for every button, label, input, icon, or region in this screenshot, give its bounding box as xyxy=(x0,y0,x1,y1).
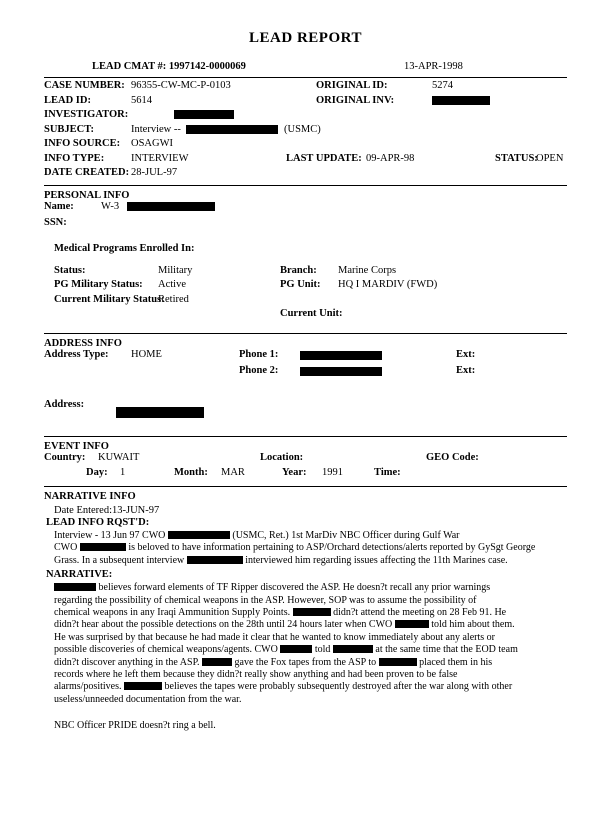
narrative-line-6 xyxy=(54,644,567,656)
lead-info-line-2b: is beloved to have information pertaining to ASP/Orchard detections/alerts reported by GySgt George xyxy=(128,542,536,554)
narrative-line-1 xyxy=(54,582,567,594)
personal-status-label: Status: xyxy=(54,264,86,276)
pg-unit-value: HQ I MARDIV (FWD) xyxy=(338,279,438,290)
report-date: 13-APR-1998 xyxy=(404,61,463,72)
narrative-line-1-text: believes forward elements of TF Ripper discovered the ASP. He doesn?t recall any prior warnings xyxy=(98,582,491,594)
lead-info-line-2 xyxy=(54,542,567,554)
case-info-section xyxy=(44,80,567,186)
pg-military-status-row xyxy=(44,279,567,294)
lead-cmat-label: LEAD CMAT #: 1997142-0000069 xyxy=(92,61,246,72)
month-label: Month: xyxy=(174,467,208,478)
status-label: STATUS: xyxy=(495,152,538,164)
narrative-closing-line: NBC Officer PRIDE doesn?t ring a bell. xyxy=(54,720,216,732)
subject-value-post: (USMC) xyxy=(284,123,321,135)
pg-military-status-label: PG Military Status: xyxy=(54,279,143,290)
phone2-label: Phone 2: xyxy=(239,365,279,376)
redaction-original-inv xyxy=(432,96,490,105)
time-label: Time: xyxy=(374,467,401,478)
lead-info-text xyxy=(54,530,567,567)
redaction-phone1 xyxy=(300,351,382,360)
redaction-n7a xyxy=(202,658,232,666)
narrative-line-7-c: placed them in his xyxy=(419,656,493,668)
phone1-label: Phone 1: xyxy=(239,349,279,360)
last-update-value: 09-APR-98 xyxy=(366,152,415,164)
event-info-section xyxy=(44,439,567,487)
narrative-info-heading: NARRATIVE INFO xyxy=(44,491,136,502)
redaction-n1 xyxy=(54,583,96,591)
date-created-value: 28-JUL-97 xyxy=(131,167,178,178)
year-label: Year: xyxy=(282,467,307,478)
info-type-row xyxy=(44,153,567,168)
case-number-value: 96355-CW-MC-P-0103 xyxy=(131,80,231,91)
info-type-label: INFO TYPE: xyxy=(44,152,105,164)
narrative-line-7 xyxy=(54,657,567,669)
lead-info-line-3a: Grass. In a subsequent interview xyxy=(54,554,185,566)
original-inv-label: ORIGINAL INV: xyxy=(316,94,395,106)
divider-address xyxy=(44,333,567,334)
ssn-label: SSN: xyxy=(44,216,67,228)
narrative-line-9 xyxy=(54,681,567,693)
current-military-status-row xyxy=(44,294,567,309)
info-type-value: INTERVIEW xyxy=(131,152,189,164)
redaction-n6a xyxy=(280,645,312,653)
redaction-lead-2 xyxy=(80,543,126,551)
phone2-row xyxy=(44,365,567,399)
personal-info-heading: PERSONAL INFO xyxy=(44,189,130,201)
lead-id-label: LEAD ID: xyxy=(44,94,91,106)
redaction-investigator xyxy=(174,110,234,119)
lead-id-row xyxy=(44,95,567,110)
address-type-value: HOME xyxy=(131,349,162,360)
redaction-address xyxy=(116,407,204,418)
narrative-line-10: useless/unneeded documentation from the war. xyxy=(54,693,242,705)
name-value: W-3 xyxy=(101,200,120,212)
narrative-line-3-b: didn?t attend the meeting on 28 Feb 91. He xyxy=(333,607,507,619)
address-label: Address: xyxy=(44,399,85,410)
year-value: 1991 xyxy=(322,467,343,478)
ext1-label: Ext: xyxy=(456,349,476,360)
lead-info-requested-label: LEAD INFO RQST'D: xyxy=(46,517,150,528)
date-created-label: DATE CREATED: xyxy=(44,167,130,178)
redaction-phone2 xyxy=(300,367,382,376)
narrative-line-8: records where he left them because they didn?t really show anything and had been proven to be false xyxy=(54,669,458,681)
redaction-n9 xyxy=(124,682,162,690)
lead-info-line-1a: Interview - 13 Jun 97 CWO xyxy=(54,530,166,541)
branch-value: Marine Corps xyxy=(338,264,397,276)
medical-programs-row xyxy=(44,243,567,265)
event-info-heading: EVENT INFO xyxy=(44,441,109,452)
info-source-row xyxy=(44,138,567,153)
ssn-row xyxy=(44,217,567,243)
info-source-value: OSAGWI xyxy=(131,138,173,149)
lead-cmat-row xyxy=(0,61,611,75)
event-date-row xyxy=(44,467,567,483)
narrative-line-6-c: at the same time that the EOD team xyxy=(375,644,518,656)
address-info-section xyxy=(44,336,567,437)
lead-info-line-3 xyxy=(54,555,567,567)
name-row xyxy=(44,201,567,217)
address-info-heading: ADDRESS INFO xyxy=(44,338,122,349)
narrative-line-7-b: gave the Fox tapes from the ASP to xyxy=(234,656,377,668)
narrative-info-section xyxy=(44,489,567,733)
narrative-line-2: regarding the possibility of chemical weapons in the ASP. However, SOP was to assume the possibility of xyxy=(54,594,477,606)
ext2-label: Ext: xyxy=(456,365,476,376)
narrative-line-5: He was surprised by that because he had made it clear that he wanted to know immediately about any alerts or xyxy=(54,631,495,643)
geo-code-label: GEO Code: xyxy=(426,452,479,463)
original-id-value: 5274 xyxy=(432,80,453,91)
last-update-label: LAST UPDATE: xyxy=(286,152,362,164)
redaction-n4 xyxy=(395,620,429,628)
month-value: MAR xyxy=(221,467,245,478)
branch-label: Branch: xyxy=(280,264,317,276)
subject-value-pre: Interview -- xyxy=(131,123,181,135)
status-value: OPEN xyxy=(536,152,564,164)
address-row xyxy=(44,399,567,433)
country-label: Country: xyxy=(44,452,86,463)
narrative-line-9-a: alarms/positives. xyxy=(54,681,122,693)
lead-info-line-2a: CWO xyxy=(54,542,78,554)
current-military-status-value: Retired xyxy=(158,293,189,305)
lead-info-line-1b: (USMC, Ret.) 1st MarDiv NBC Officer during Gulf War xyxy=(232,530,460,541)
country-value: KUWAIT xyxy=(98,452,140,463)
lead-id-value: 5614 xyxy=(131,94,152,106)
status-military-row xyxy=(44,265,567,280)
redaction-lead-3 xyxy=(187,556,243,564)
info-source-label: INFO SOURCE: xyxy=(44,138,121,149)
day-label: Day: xyxy=(86,467,108,478)
narrative-line-9-b: believes the tapes were probably subsequently destroyed after the war along with other xyxy=(164,681,513,693)
subject-row xyxy=(44,124,567,139)
personal-info-section xyxy=(44,188,567,335)
divider-top xyxy=(44,77,567,78)
current-unit-label: Current Unit: xyxy=(280,308,343,319)
date-created-row xyxy=(44,167,567,182)
case-number-row xyxy=(44,80,567,95)
divider-personal xyxy=(44,185,567,186)
subject-label: SUBJECT: xyxy=(44,123,94,135)
address-type-label: Address Type: xyxy=(44,349,109,360)
redaction-n6b xyxy=(333,645,373,653)
investigator-row xyxy=(44,109,567,124)
lead-info-line-1 xyxy=(54,530,567,542)
pg-military-status-value: Active xyxy=(158,279,186,290)
redaction-lead-1 xyxy=(168,531,230,539)
narrative-body xyxy=(54,582,567,706)
redaction-subject xyxy=(186,125,278,134)
divider-narrative xyxy=(44,486,567,487)
medical-programs-label: Medical Programs Enrolled In: xyxy=(54,242,195,254)
original-id-label: ORIGINAL ID: xyxy=(316,80,388,91)
narrative-label: NARRATIVE: xyxy=(46,569,113,581)
narrative-line-4 xyxy=(54,619,567,631)
narrative-line-7-a: didn?t discover anything in the ASP. xyxy=(54,656,200,668)
narrative-line-3 xyxy=(54,607,567,619)
redaction-n7b xyxy=(379,658,417,666)
narrative-line-4-b: told him about them. xyxy=(431,619,515,631)
date-entered: Date Entered:13-JUN-97 xyxy=(54,505,160,516)
document-page xyxy=(0,30,611,822)
current-military-status-label: Current Military Status: xyxy=(54,293,165,305)
current-unit-row xyxy=(44,308,567,330)
narrative-line-4-a: didn?t hear about the possible detections on the 28th until 24 hours later when CWO xyxy=(54,619,393,631)
pg-unit-label: PG Unit: xyxy=(280,279,321,290)
investigator-label: INVESTIGATOR: xyxy=(44,109,129,120)
divider-event xyxy=(44,436,567,437)
name-label: Name: xyxy=(44,200,74,212)
narrative-line-6-b: told xyxy=(314,644,331,656)
event-country-row xyxy=(44,452,567,467)
lead-info-line-3b: interviewed him regarding issues affecting the 11th Marines case. xyxy=(245,554,508,566)
personal-status-value: Military xyxy=(158,264,193,276)
address-type-row xyxy=(44,349,567,365)
redaction-n3 xyxy=(293,608,331,616)
location-label: Location: xyxy=(260,452,304,463)
case-number-label: CASE NUMBER: xyxy=(44,80,125,91)
page-title: LEAD REPORT xyxy=(249,30,362,46)
redaction-name xyxy=(127,202,215,211)
narrative-line-3-a: chemical weapons in any Iraqi Ammunition Supply Points. xyxy=(54,607,291,619)
narrative-line-6-a: possible discoveries of chemical weapons/agents. CWO xyxy=(54,644,278,656)
day-value: 1 xyxy=(120,467,126,478)
